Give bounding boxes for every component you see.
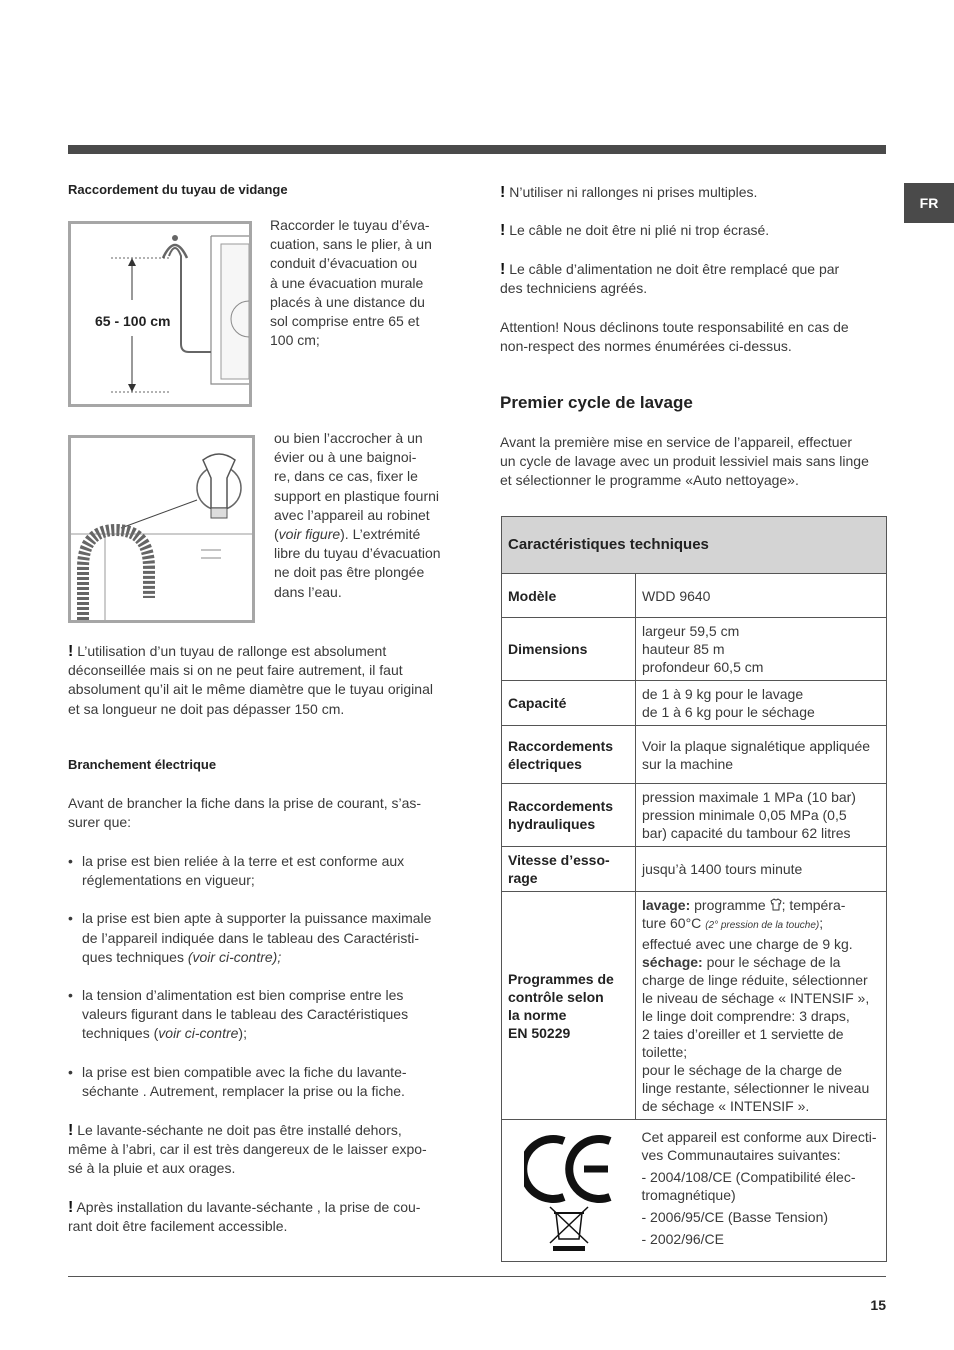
ce-mark-icon xyxy=(524,1127,614,1251)
warning-icon: ! xyxy=(500,184,506,201)
prog-sechage-1: pour le séchage de la xyxy=(702,954,841,970)
table-row xyxy=(502,1120,887,1262)
drain-text-2 xyxy=(274,429,464,602)
warning-3-text: Le câble d’alimentation ne doit être remplacé que par des techniciens agréés. xyxy=(500,261,840,297)
prog-lavage-1: programme xyxy=(690,897,770,913)
prog-lavage-4: ; xyxy=(819,915,824,931)
warning-extension xyxy=(68,642,458,719)
drain-text-2-italic: voir figure xyxy=(278,526,341,543)
warning-access xyxy=(68,1198,458,1236)
attention-text: Attention! Nous déclinons toute responsabilité en cas de non-respect des normes énumérées ci-dessus. xyxy=(500,319,849,355)
spec-label-programs: Programmes de contrôle selon la norme EN 50229 xyxy=(502,892,636,1120)
warning-outdoor-text: Le lavante-séchante ne doit pas être installé dehors, même à l’abri, car il est très dangereux de le laisser expo- sé à la pluie et aux orages. xyxy=(68,1122,427,1177)
prog-lavage-2: ; tempéra- xyxy=(781,897,846,913)
table-row xyxy=(502,681,887,726)
warning-cable-bend xyxy=(500,221,890,240)
spec-label-electrical: Raccordements électriques xyxy=(502,726,636,784)
bullet-1-text: la prise est bien reliée à la terre et est conforme aux réglementations en vigueur; xyxy=(82,853,405,889)
bullet-2-italic: (voir ci-contre); xyxy=(187,948,282,965)
drain-heading: Raccordement du tuyau de vidange xyxy=(68,182,288,197)
drain-text-1-content: Raccorder le tuyau d’éva- cuation, sans le plier, à un conduit d’évacuation ou à une évacuation murale placés à une distance du sol comprise entre 65 et 100 cm; xyxy=(270,217,432,349)
language-tab: FR xyxy=(904,183,954,223)
sink-hook-figure xyxy=(68,435,255,623)
electrical-intro: Avant de brancher la fiche dans la prise de courant, s’as- surer que: xyxy=(68,795,422,831)
prog-lavage-5: effectué avec une charge de 9 kg. xyxy=(642,936,853,952)
list-item xyxy=(68,986,458,1044)
warning-no-extension xyxy=(500,183,890,202)
bullet-3-end: ); xyxy=(238,1025,247,1042)
first-cycle-text: Avant la première mise en service de l’appareil, effectuer un cycle de lavage avec un produit lessiviel mais sans linge et sélectionner le programme «Auto nettoyage». xyxy=(500,434,869,489)
table-row xyxy=(502,784,887,847)
ce-marks-cell xyxy=(502,1120,636,1262)
page-number: 15 xyxy=(870,1297,886,1313)
ce-directive-2: - 2006/95/CE (Basse Tension) xyxy=(641,1209,829,1225)
drain-text-2c: libre du tuyau d’évacuation ne doit pas être plongée dans l’eau. xyxy=(274,545,441,600)
table-row xyxy=(502,892,887,1120)
list-item xyxy=(68,852,458,890)
ce-text-cell xyxy=(636,1120,887,1262)
table-row xyxy=(502,618,887,681)
ce-directive-1: - 2004/108/CE (Compatibilité élec- tromagnétique) xyxy=(641,1169,856,1203)
spec-label-model: Modèle xyxy=(502,574,636,618)
bullet-3-text: la tension d’alimentation est bien comprise entre les valeurs figurant dans le tableau des Caractéristiques techniques ( xyxy=(82,987,409,1042)
warning-icon: ! xyxy=(500,261,506,278)
warning-icon: ! xyxy=(68,1122,74,1139)
drain-text-2a: ou bien l’accrocher à un évier ou à une baignoi- re, dans ce cas, fixer le support en plastique fourni avec l’appareil au robinet ( xyxy=(274,430,439,543)
spec-value-hydraulic: pression maximale 1 MPa (10 bar) pression minimale 0,05 MPa (0,5 bar) capacité du tambour 62 litres xyxy=(636,784,887,847)
spec-value-spin-speed: jusqu’à 1400 tours minute xyxy=(636,847,887,892)
electrical-checklist xyxy=(68,852,458,1120)
warning-1-text: N’utiliser ni rallonges ni prises multiples. xyxy=(509,184,758,200)
warning-cable-replace xyxy=(500,260,890,298)
prog-lavage-small: (2° pression de la touche) xyxy=(705,920,820,931)
table-row xyxy=(502,574,887,618)
warning-icon: ! xyxy=(68,1199,74,1216)
bullet-4-text: la prise est bien compatible avec la fiche du lavante- séchante . Autrement, remplacer la prise ou la fiche. xyxy=(82,1063,407,1099)
sink-hook-illustration xyxy=(71,438,252,620)
table-row xyxy=(502,726,887,784)
figure-dimension-label: 65 - 100 cm xyxy=(95,313,171,329)
warning-icon: ! xyxy=(500,222,506,239)
drain-text-1 xyxy=(270,216,450,350)
bullet-2-text: la prise est bien apte à supporter la puissance maximale de l’appareil indiquée dans le tableau des Caractéristi- ques techniques xyxy=(82,910,432,965)
prog-lavage-label: lavage: xyxy=(642,897,691,913)
bottom-rule xyxy=(68,1276,886,1277)
warning-icon: ! xyxy=(68,643,74,660)
spec-label-spin-speed: Vitesse d’esso- rage xyxy=(502,847,636,892)
prog-lavage-3: ture 60°C xyxy=(642,915,706,931)
spec-value-dimensions: largeur 59,5 cm hauteur 85 m profondeur 60,5 cm xyxy=(636,618,887,681)
spec-label-capacity: Capacité xyxy=(502,681,636,726)
spec-label-hydraulic: Raccordements hydrauliques xyxy=(502,784,636,847)
warning-extension-text: L’utilisation d’un tuyau de rallonge est absolument déconseillée mais si on ne peut faire autrement, il faut absolument qu’il ait le même diamètre que le tuyau original et sa longueur ne doit pas dépasser 150 cm. xyxy=(68,643,433,717)
weee-bin-icon xyxy=(550,1207,588,1251)
specs-title: Caractéristiques techniques xyxy=(502,517,887,574)
ce-directive-3: - 2002/96/CE xyxy=(641,1231,724,1247)
spec-value-programs xyxy=(636,892,887,1120)
warning-outdoor xyxy=(68,1121,458,1179)
list-item xyxy=(68,1063,458,1101)
spec-label-dimensions: Dimensions xyxy=(502,618,636,681)
list-item xyxy=(68,909,458,967)
table-row xyxy=(502,847,887,892)
prog-sechage-label: séchage: xyxy=(642,954,703,970)
spec-value-model: WDD 9640 xyxy=(636,574,887,618)
spec-value-electrical: Voir la plaque signalétique appliquée sur la machine xyxy=(636,726,887,784)
spec-value-capacity: de 1 à 9 kg pour le lavage de 1 à 6 kg pour le séchage xyxy=(636,681,887,726)
table-row xyxy=(502,517,887,574)
cotton-tshirt-icon xyxy=(770,898,782,911)
technical-specifications-table xyxy=(501,516,887,1262)
warning-2-text: Le câble ne doit être ni plié ni trop écrasé. xyxy=(509,222,770,238)
bullet-3-italic: voir ci-contre xyxy=(158,1025,239,1042)
electrical-heading: Branchement électrique xyxy=(68,757,217,772)
prog-sechage-2: charge de linge réduite, sélectionner le niveau de séchage « INTENSIF », le linge doit comprendre: 3 draps, 2 taies d’oreiller et 1 serviette de toilette; pour le séchage de la charge de linge restante, sélectionner le niveau de séchage « INTENSIF ». xyxy=(642,972,870,1114)
warning-access-text: Après installation du lavante-séchante , la prise de cou- rant doit être facilement accessible. xyxy=(68,1199,421,1235)
drain-text-2b: ). L’extrémité xyxy=(340,526,421,543)
first-cycle-heading: Premier cycle de lavage xyxy=(500,393,693,412)
ce-text: Cet appareil est conforme aux Directi- ves Communautaires suivantes: xyxy=(641,1129,877,1163)
top-rule xyxy=(68,145,886,154)
